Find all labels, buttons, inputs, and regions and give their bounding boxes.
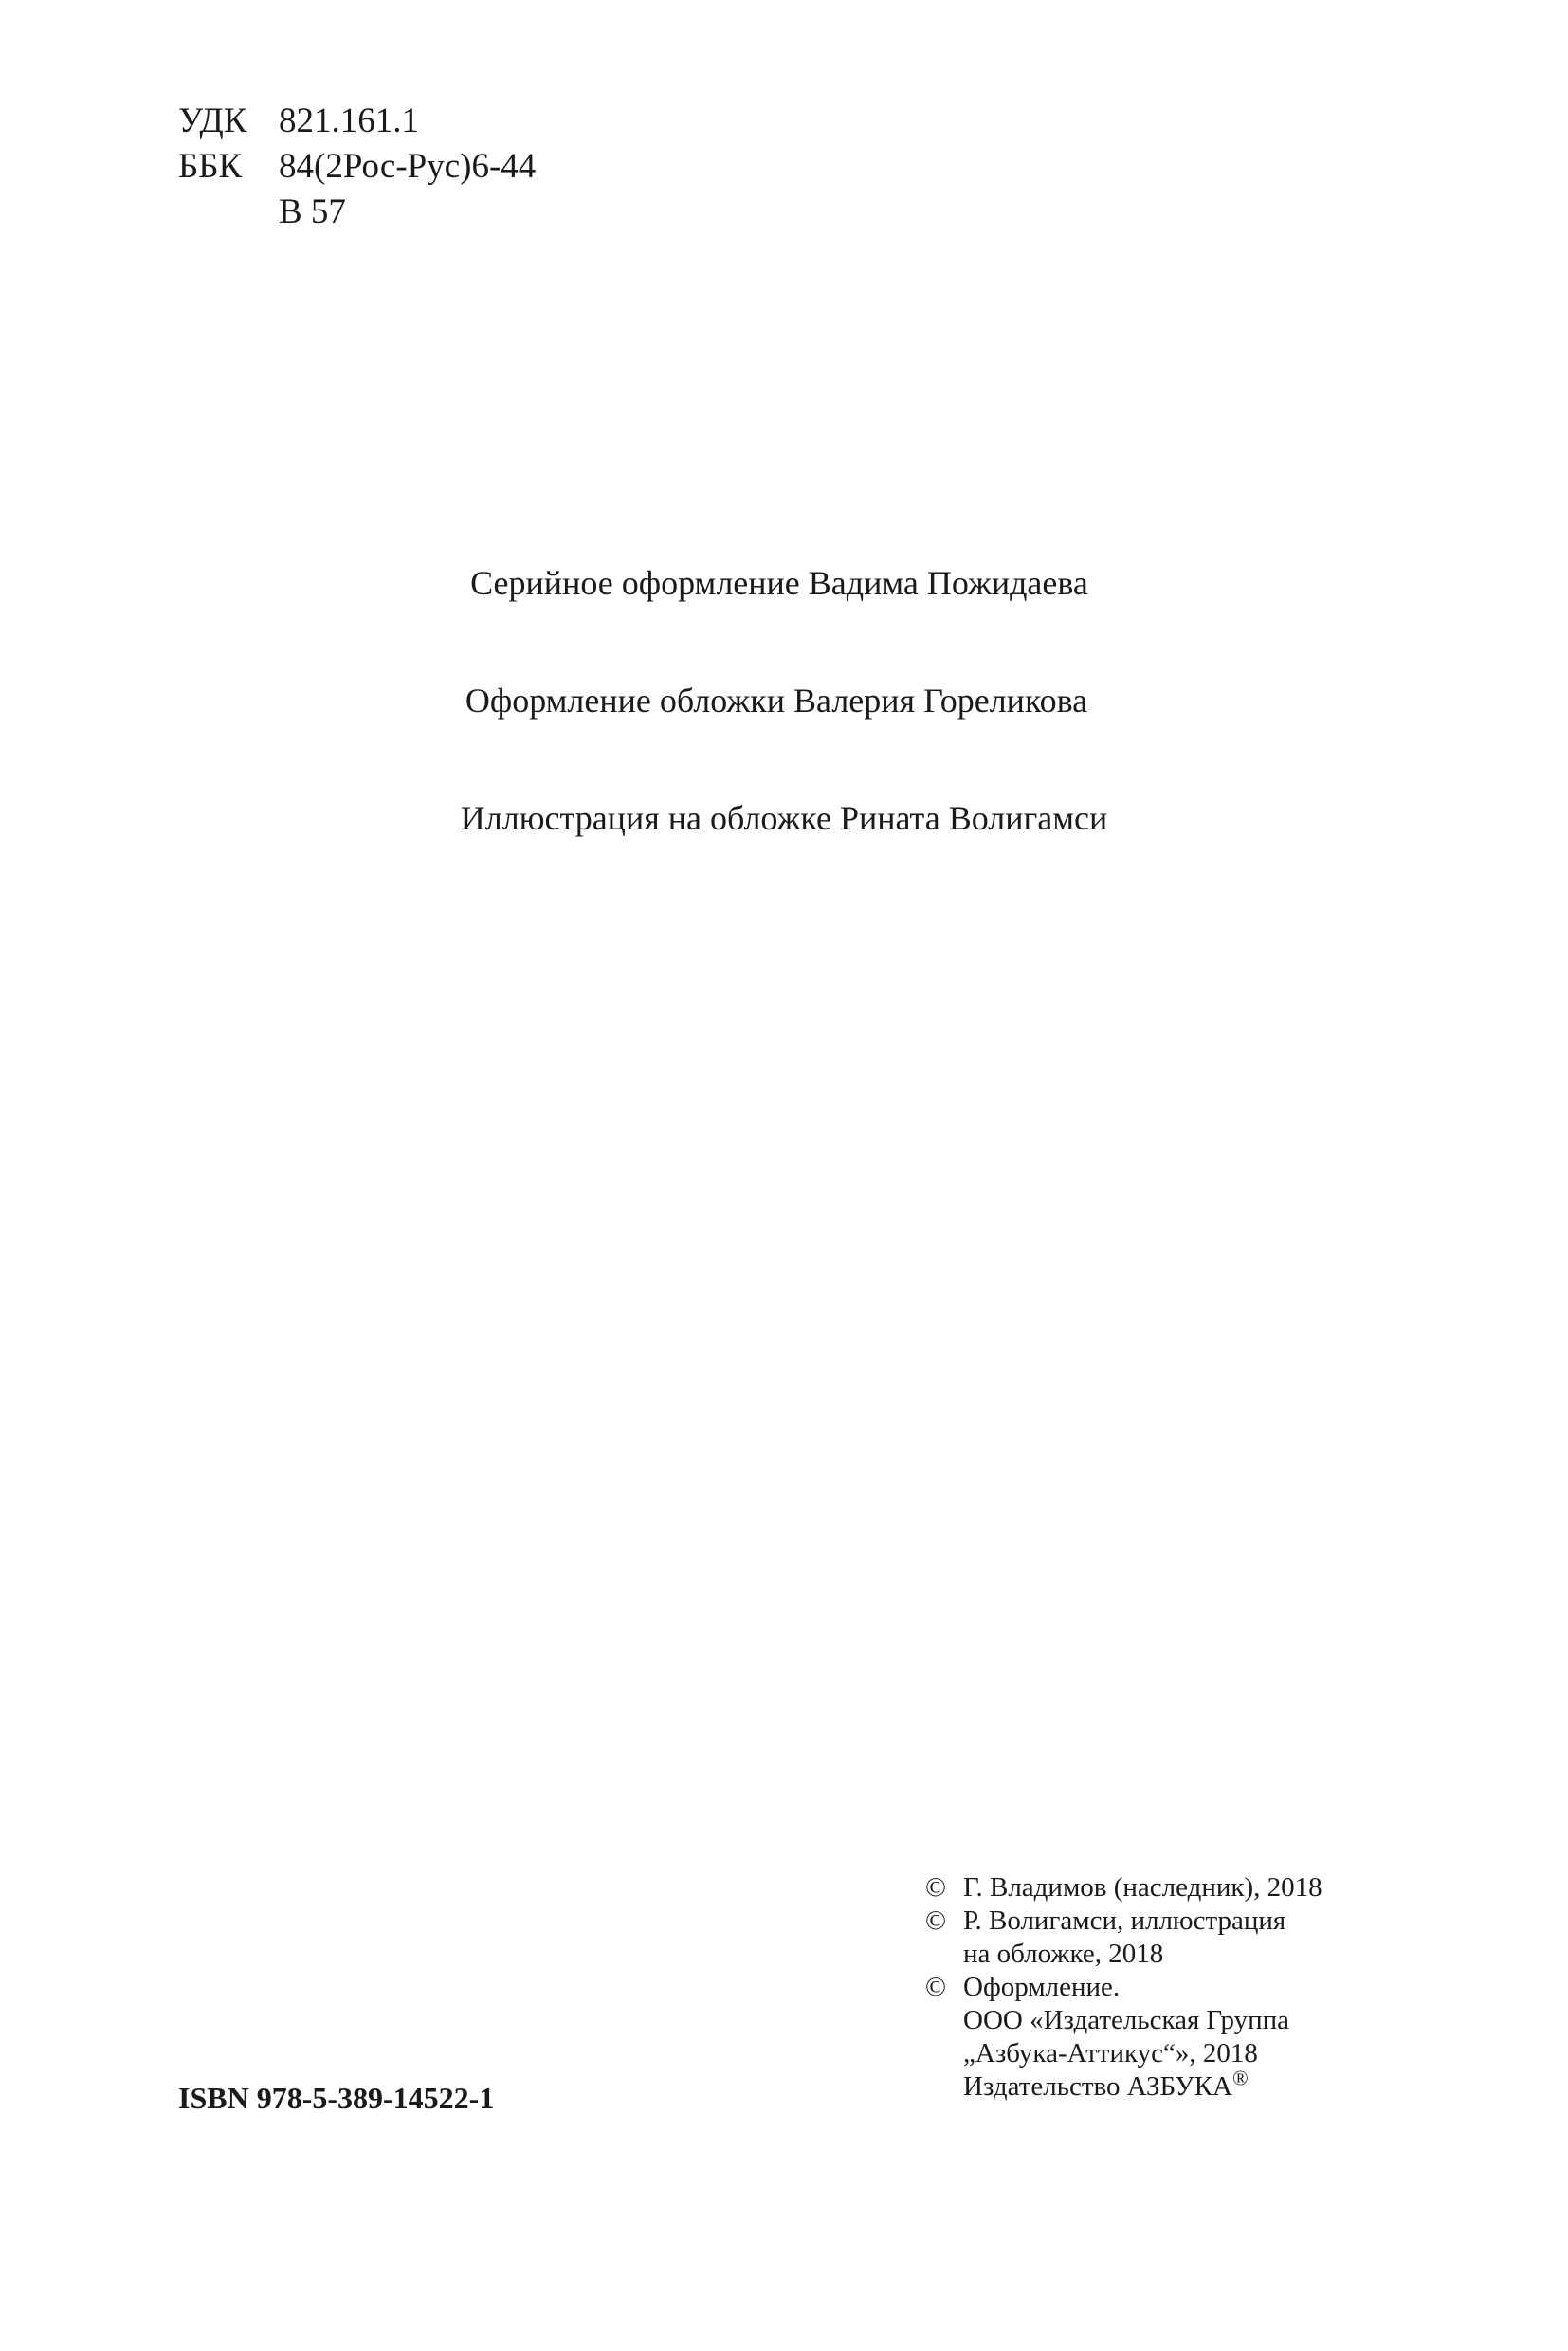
publisher-line bbox=[963, 2066, 1289, 2104]
copyright-lines bbox=[963, 1871, 1322, 1904]
copyright-line: ООО «Издательская Группа bbox=[963, 2005, 1290, 2035]
copyright-line: на обложке, 2018 bbox=[963, 1939, 1164, 1969]
copyright-entry-design bbox=[925, 1971, 1322, 2104]
bbk-value: 84(2Рос-Рус)6-44 bbox=[279, 147, 537, 186]
copyright-entry-illustration bbox=[925, 1904, 1322, 1971]
copyright-entry-author bbox=[925, 1871, 1322, 1904]
copyright-line: „Азбука-Аттикус“», 2018 bbox=[963, 2038, 1258, 2069]
udk-label: УДК bbox=[178, 101, 247, 140]
udk-value: 821.161.1 bbox=[279, 101, 419, 140]
copyright-line: Оформление. bbox=[963, 1972, 1121, 2002]
copyright-line: Г. Владимов (наследник), 2018 bbox=[963, 1872, 1322, 1903]
registered-trademark-mark: ® bbox=[1231, 2066, 1249, 2090]
udk-row bbox=[178, 99, 536, 144]
copyright-lines bbox=[963, 1971, 1289, 2104]
series-design-credit: Серийное оформление Вадима Пожидаева bbox=[470, 564, 1088, 602]
copyright-notices bbox=[925, 1871, 1322, 2104]
cover-illustration-credit: Иллюстрация на обложке Рината Волигамси bbox=[460, 799, 1108, 837]
copyright-symbol: © bbox=[925, 1905, 947, 1936]
bbk-label: ББК bbox=[178, 147, 243, 186]
classification-block bbox=[178, 99, 536, 235]
cover-design-credit: Оформление обложки Валерия Гореликова bbox=[465, 682, 1088, 720]
bbk-row bbox=[178, 144, 536, 190]
copyright-symbol: © bbox=[925, 1972, 947, 2002]
design-credits bbox=[0, 559, 1568, 912]
copyright-line: Р. Волигамси, иллюстрация bbox=[963, 1905, 1286, 1936]
copyright-symbol: © bbox=[925, 1872, 947, 1903]
author-mark: В 57 bbox=[279, 192, 346, 231]
publisher-name: Издательство АЗБУКА bbox=[963, 2071, 1232, 2102]
author-mark-row bbox=[178, 190, 536, 235]
copyright-lines bbox=[963, 1904, 1285, 1971]
isbn-number: ISBN 978-5-389-14522-1 bbox=[178, 2081, 495, 2115]
